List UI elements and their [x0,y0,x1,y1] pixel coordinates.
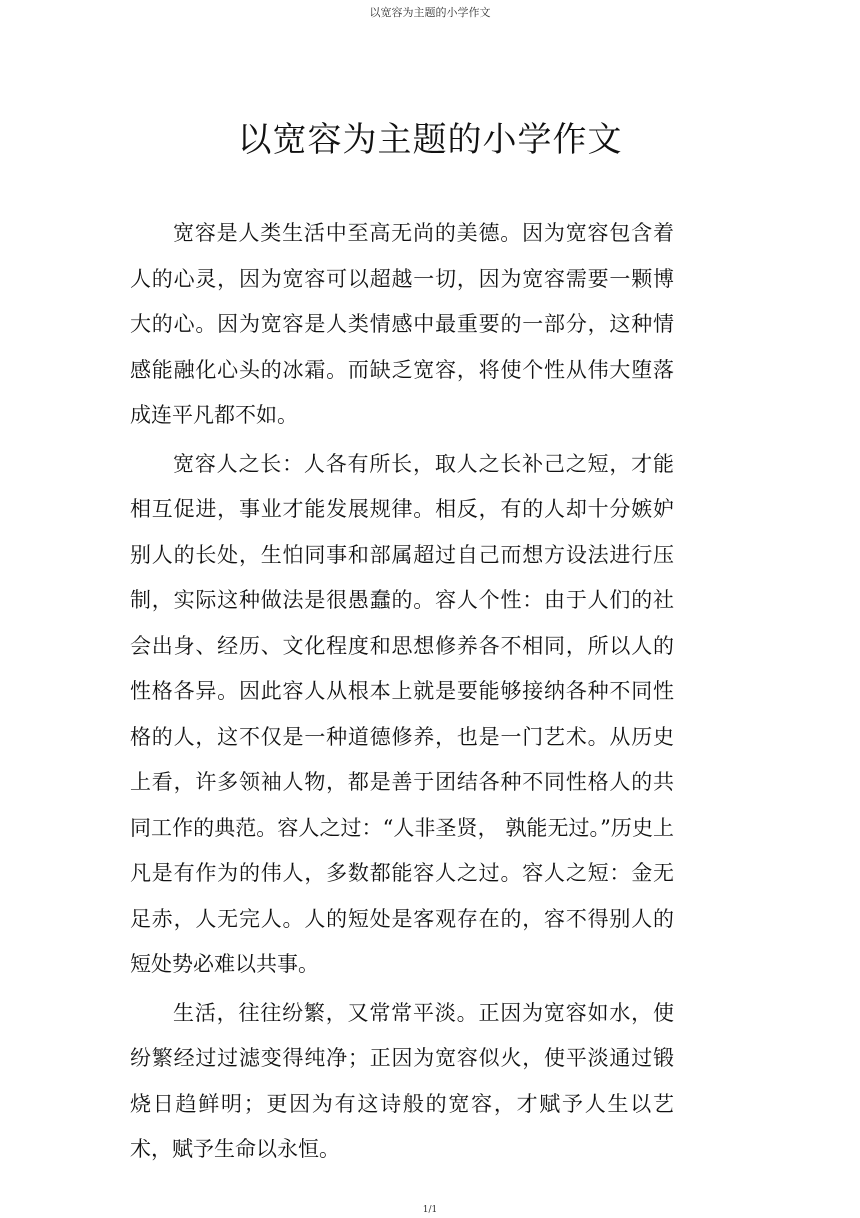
paragraph-conclusion: 生活，往往纷繁，又常常平淡。正因为宽容如水，使纷繁经过过滤变得纯净；正因为宽容似火，使平淡通过锻烧日趋鲜明；更因为有这诗般的宽容，才赋予人生以艺术，赋予生命以永恒。 [130,1000,674,1161]
paragraph-intro: 宽容是人类生活中至高无尚的美德。因为宽容包含着人的心灵，因为宽容可以超越一切，因为宽容需要一颗博大的心。因为宽容是人类情感中最重要的一部分，这种情感能融化心头的冰霜。而缺乏宽容，将使个性从伟大堕落成连平凡都不如。 [130,221,674,427]
page-number: 1/1 [422,1205,438,1215]
document-body [130,211,674,1173]
running-header: 以宽容为主题的小学作文 [369,6,491,19]
page-title: 以宽容为主题的小学作文 [237,120,623,160]
paragraph-main: 宽容人之长：人各有所长，取人之长补己之短，才能相互促进，事业才能发展规律。相反，有的人却十分嫉妒别人的长处，生怕同事和部属超过自己而想方设法进行压制，实际这种做法是很愚蠢的。容人个性：由于人们的社会出身、经历、文化程度和思想修养各不相同，所以人的性格各异。因此容人从根本上就是要能够接纳各种不同性格的人，这不仅是一种道德修养，也是一门艺术。从历史上看，许多领袖人物，都是善于团结各种不同性格人的共同工作的典范。容人之过：“人非圣贤， 孰能无过。”历史上凡是有作为的伟人，多数都能容人之过。容人之短：金无足赤，人无完人。人的短处是客观存在的，容不得别人的短处势必难以共事。 [130,451,674,976]
